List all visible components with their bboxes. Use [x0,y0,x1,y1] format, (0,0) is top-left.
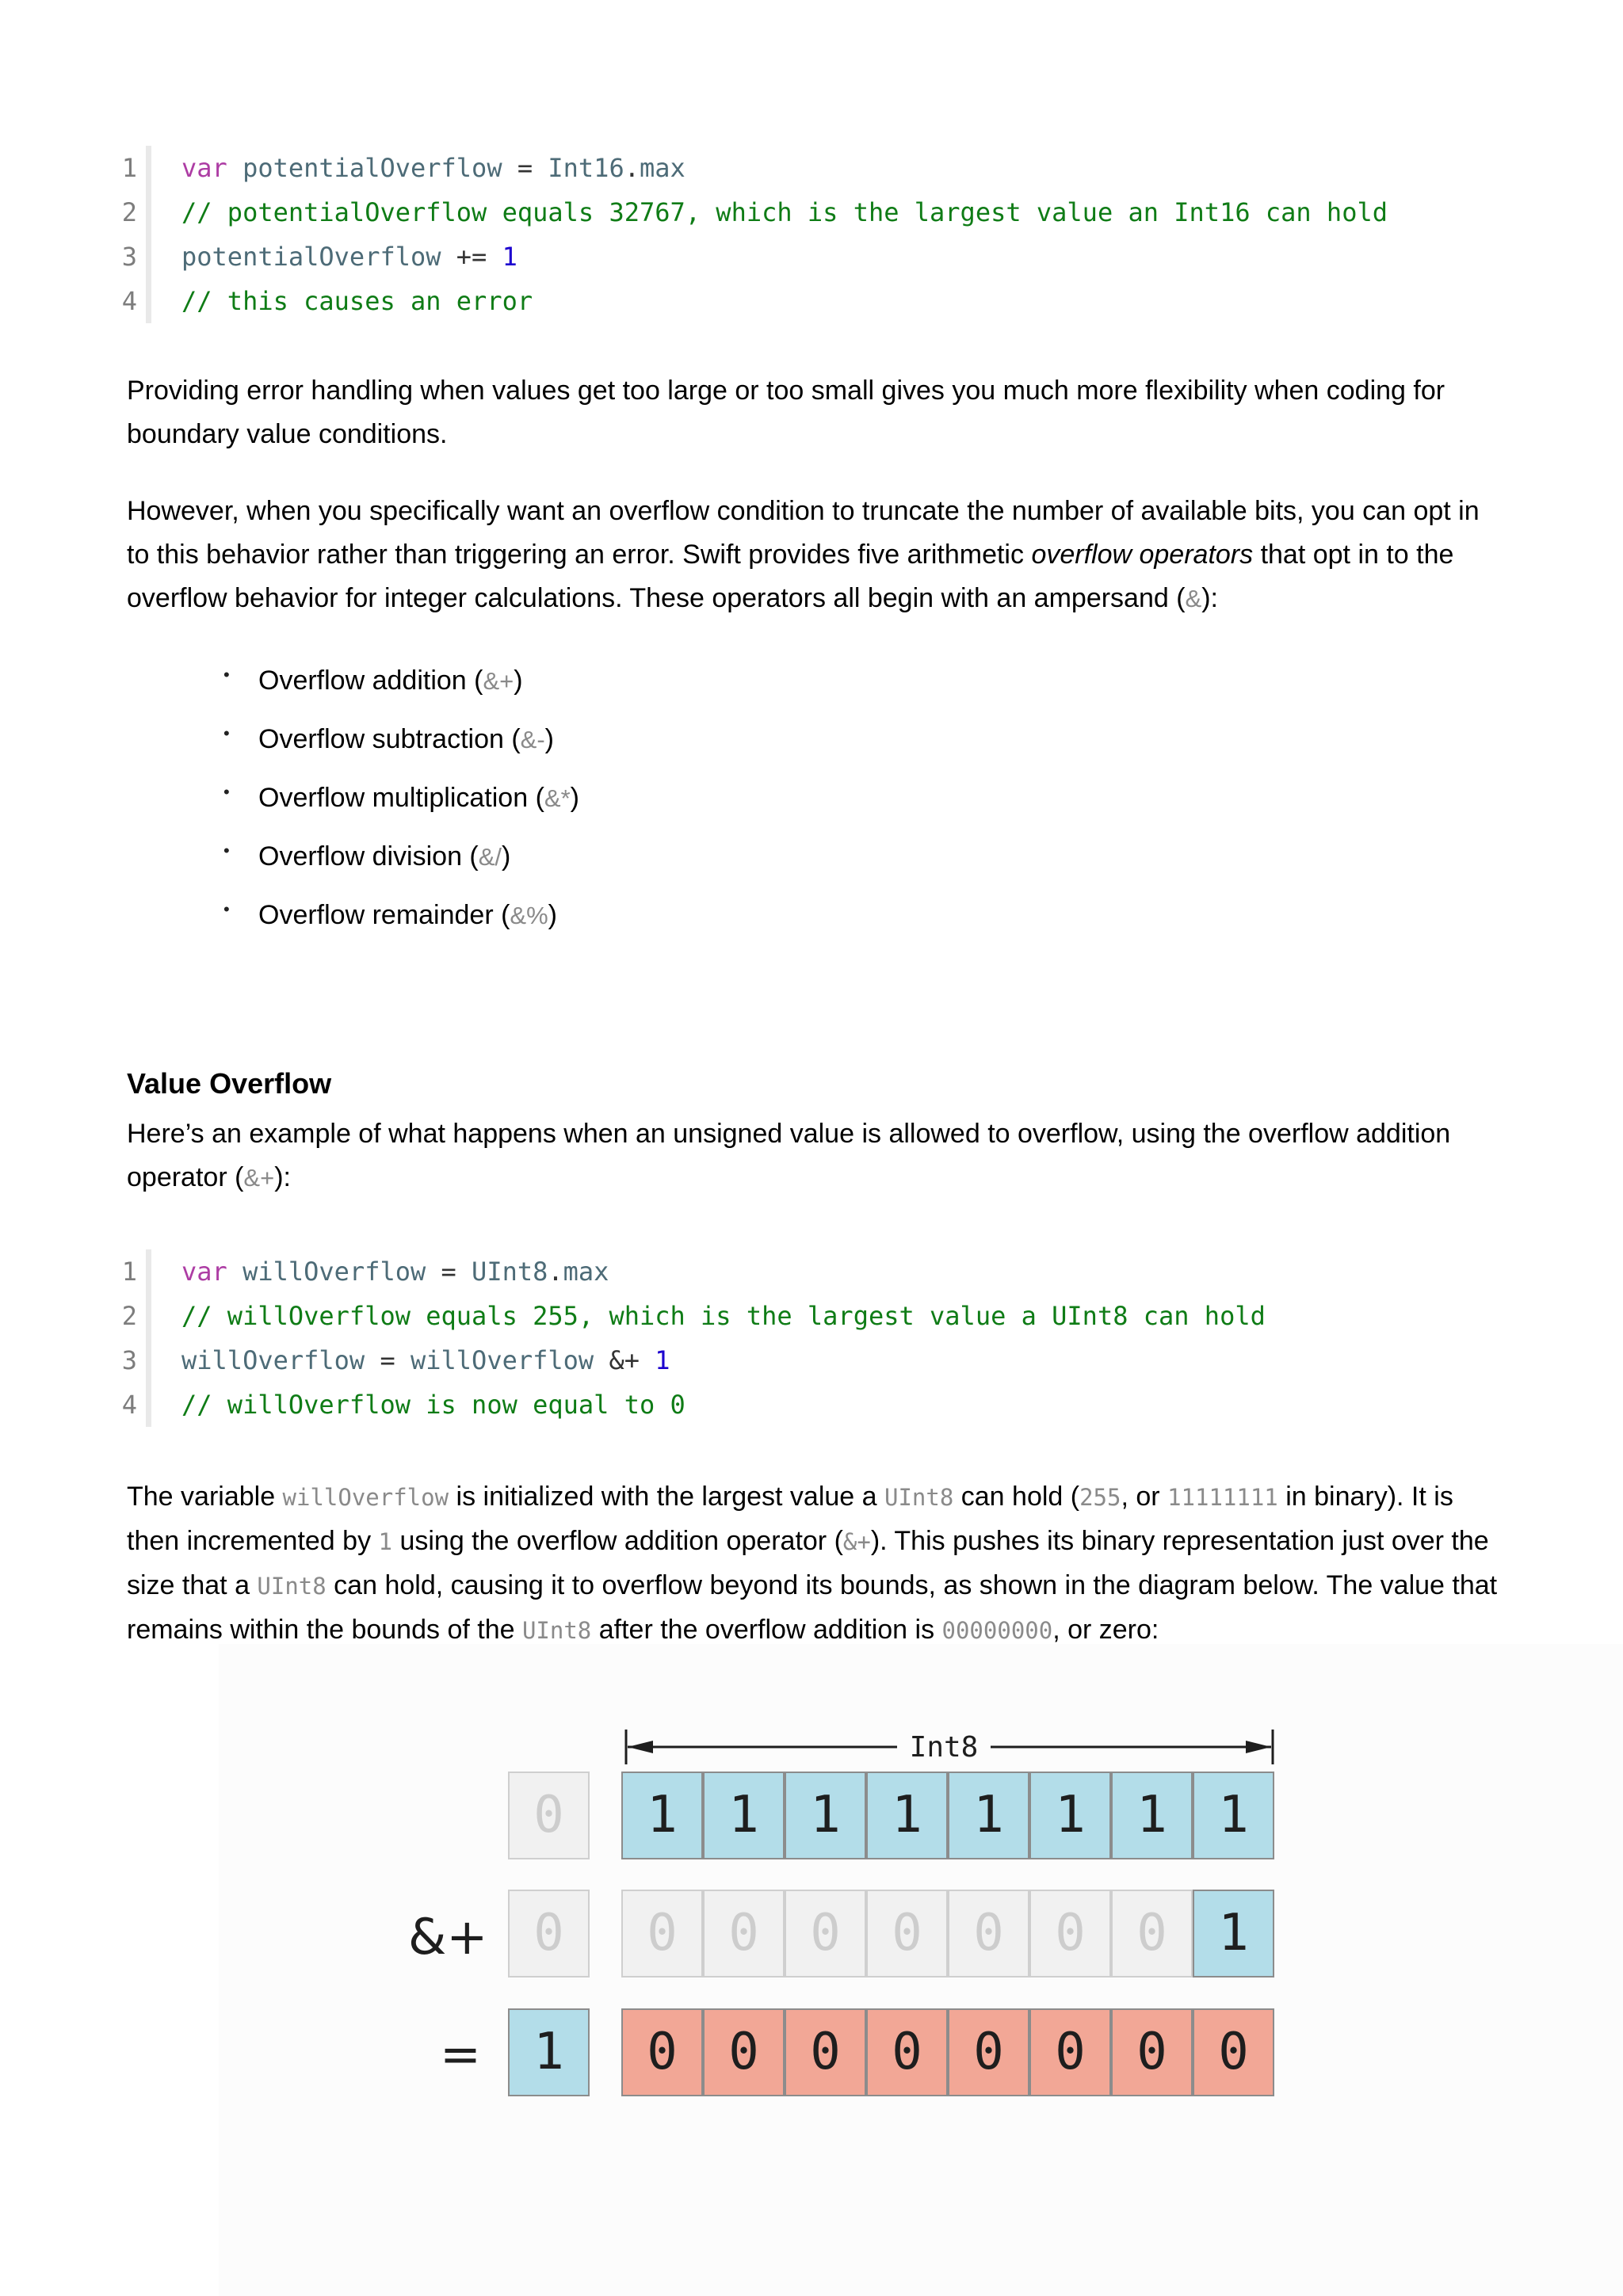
code-token [227,1257,242,1287]
para2-ampersand-code: & [1185,585,1202,612]
text-run: The variable [127,1482,283,1512]
line-number: 3 [121,242,137,272]
result-row-bit: 0 [1111,2008,1193,2096]
code-token: willOverflow [242,1257,426,1287]
operand-row-bit: 1 [1193,1772,1274,1859]
para2-text-a: However, when you specifically want an overflow condition to truncate the number of available bits, you can opt in to this behavior rather than triggering an error. Swift provides five arithmetic [127,496,1480,570]
code-text [151,286,533,316]
code-token: // this causes an error [181,286,533,316]
operand-row-bit: 1 [1029,1772,1111,1859]
code-line [121,1383,1266,1427]
bullet-icon: • [223,723,230,743]
para3-text-a: Here’s an example of what happens when an unsigned value is allowed to overflow, using the overflow addition operator ( [127,1119,1451,1192]
inline-code: &+ [842,1528,871,1555]
operand-row-carry-bit: 0 [508,1772,590,1859]
list-item [220,710,579,769]
line-number: 1 [121,153,137,183]
increment-row-bit: 0 [621,1890,703,1978]
inline-code: UInt8 [521,1617,592,1644]
list-item-label: Overflow division ( [258,841,479,871]
increment-row-bit: 0 [866,1890,948,1978]
operand-row-bit: 1 [703,1772,785,1859]
operand-row-bit: 1 [866,1772,948,1859]
bullet-icon: • [223,782,230,802]
list-item [220,651,579,710]
inline-code: 1 [378,1528,392,1555]
paragraph-error-handling: Providing error handling when values get too large or too small gives you much more flexibility when coding for boundary value conditions. [127,376,1445,449]
line-number: 2 [121,1301,137,1331]
code-text [151,1257,609,1287]
code-token: // willOverflow equals 255, which is the largest value a UInt8 can hold [181,1301,1266,1331]
code-token [227,153,242,183]
list-item-label: Overflow remainder ( [258,900,510,930]
code-line [121,1249,1266,1294]
code-token: = [426,1257,472,1287]
list-item-end: ) [570,783,579,813]
result-row-bit: 0 [1029,2008,1111,2096]
text-run: is initialized with the largest value a [449,1482,885,1512]
code-token: = [365,1345,411,1375]
inline-code: 255 [1079,1484,1121,1511]
result-row-carry-bit: 1 [508,2008,590,2096]
inline-code: willOverflow [282,1484,449,1511]
inline-code: UInt8 [257,1573,327,1600]
list-item-code: &- [520,726,545,753]
int8-label: Int8 [909,1731,979,1764]
list-item-label: Overflow addition ( [258,666,483,696]
code-text [151,1390,685,1420]
code-token: max [563,1257,609,1287]
code-token: var [181,153,227,183]
result-row-bit: 0 [866,2008,948,2096]
code-text [151,242,517,272]
para2-emphasis: overflow operators [1031,540,1254,570]
line-number: 2 [121,197,137,227]
code-line [121,1338,1266,1383]
code-token: += [441,242,502,272]
result-row-bit: 0 [785,2008,866,2096]
increment-row-carry-bit: 0 [508,1890,590,1978]
bullet-icon: • [223,665,230,685]
result-row-bit: 0 [1193,2008,1274,2096]
diagram-background [219,1644,1623,2296]
list-item-label: Overflow subtraction ( [258,724,521,754]
line-number: 1 [121,1257,137,1287]
operand-row-bit: 1 [1111,1772,1193,1859]
result-row-bit: 0 [703,2008,785,2096]
list-item-code: &/ [478,843,502,871]
code-line [121,146,1388,190]
code-block-will-overflow [121,1249,1266,1427]
increment-row-bit: 0 [785,1890,866,1978]
code-token: max [639,153,685,183]
overflow-add-symbol: &+ [408,1908,488,1966]
para3-text-b: ): [274,1162,291,1192]
list-item [220,769,579,827]
text-run: in binary). It is then incremented by [127,1482,1453,1556]
code-line [121,1294,1266,1338]
code-text [151,197,1388,227]
increment-row-bit: 0 [948,1890,1029,1978]
inline-code: UInt8 [884,1484,954,1511]
increment-row-bit: 0 [703,1890,785,1978]
equals-symbol: = [440,2025,481,2083]
code-token: willOverflow [410,1345,594,1375]
text-run: can hold, causing it to overflow beyond its bounds, as shown in the diagram below. The value that remains within the bounds of the [127,1570,1498,1645]
increment-row-bit: 0 [1111,1890,1193,1978]
code-text [151,153,685,183]
text-run: , or [1121,1482,1168,1512]
list-item-end: ) [502,841,511,871]
code-token: . [624,153,640,183]
code-line [121,190,1388,235]
list-item [220,886,579,944]
inline-code: 11111111 [1167,1484,1278,1511]
text-run: ). This pushes its binary representation just over the size that a [127,1526,1489,1600]
inline-code: 00000000 [941,1617,1053,1644]
line-number: 4 [121,286,137,316]
text-run: using the overflow addition operator ( [392,1526,843,1556]
text-run: , or zero: [1052,1615,1159,1645]
list-item [220,827,579,886]
list-item-end: ) [544,724,554,754]
overflow-operators-list [220,651,579,944]
text-run: can hold ( [953,1482,1080,1512]
result-row-bit: 0 [621,2008,703,2096]
operand-row-bit: 1 [948,1772,1029,1859]
line-number: 4 [121,1390,137,1420]
list-item-label: Overflow multiplication ( [258,783,544,813]
code-token: 1 [502,242,517,272]
para3-code: &+ [243,1164,275,1192]
code-line [121,235,1388,279]
code-token: 1 [655,1345,670,1375]
line-number: 3 [121,1345,137,1375]
paragraph-overflow-operators [127,490,1506,620]
para2-text-b: that opt in to the overflow behavior for integer calculations. These operators all begin with an ampersand ( [127,540,1454,613]
code-token: UInt8 [472,1257,548,1287]
code-token: willOverflow [181,1345,365,1375]
code-text [151,1345,670,1375]
code-token: = [502,153,548,183]
list-item-code: &% [510,902,548,929]
operand-row-bit: 1 [785,1772,866,1859]
text-run: after the overflow addition is [591,1615,942,1645]
code-token: // willOverflow is now equal to 0 [181,1390,685,1420]
code-token: &+ [594,1345,655,1375]
code-line [121,279,1388,323]
increment-row-bit: 0 [1029,1890,1111,1978]
code-token: Int16 [548,153,624,183]
increment-row-bit: 1 [1193,1890,1274,1978]
bullet-icon: • [223,841,230,860]
code-token: potentialOverflow [242,153,502,183]
para2-text-c: ): [1201,583,1219,613]
operand-row-bit: 1 [621,1772,703,1859]
code-token: potentialOverflow [181,242,441,272]
paragraph-will-overflow-explanation [127,1475,1506,1653]
code-token: . [548,1257,563,1287]
paragraph-value-overflow-intro [127,1112,1506,1199]
result-row-bit: 0 [948,2008,1029,2096]
section-heading: Value Overflow [127,1067,332,1100]
code-token: // potentialOverflow equals 32767, which is the largest value an Int16 can hold [181,197,1388,227]
list-item-end: ) [548,900,557,930]
list-item-code: &+ [483,667,514,695]
code-text [151,1301,1266,1331]
bullet-icon: • [223,899,230,919]
code-block-potential-overflow [121,146,1388,323]
list-item-end: ) [514,666,523,696]
list-item-code: &* [544,784,571,812]
code-token: var [181,1257,227,1287]
